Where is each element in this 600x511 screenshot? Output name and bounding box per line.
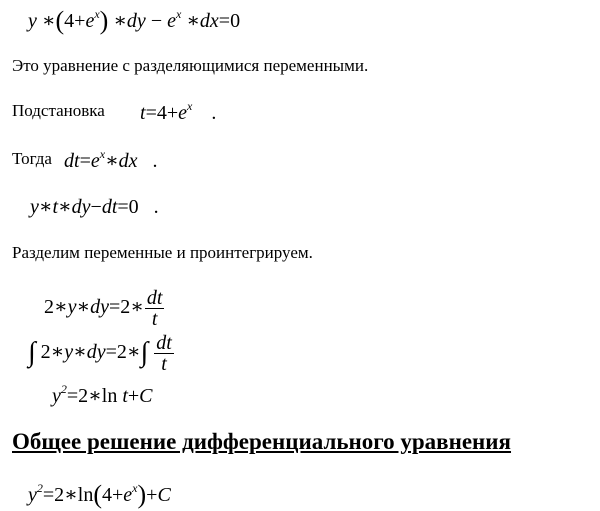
- fraction-dt-t: $\frac{dt}{t}$: [146, 287, 163, 330]
- then-label: Тогда: [12, 149, 52, 168]
- separable-statement: Это уравнение с разделяющимися переменными.: [12, 56, 369, 75]
- integrated-equation: ∫ 2∗y∗dy=2∗∫ $\frac{dt}{t}$: [28, 332, 172, 375]
- general-solution-formula: $y^2=2∗\ln(4+e^x)+C$: [28, 480, 171, 509]
- integration-result: $y^2=2∗\ln$ t+C: [52, 382, 153, 407]
- substitution-label: Подстановка: [12, 101, 105, 120]
- integral-sign: ∫: [140, 337, 149, 369]
- differential-formula: $dt=e^x∗dx$ .: [64, 147, 158, 172]
- fraction-dt-t: $\frac{dt}{t}$: [156, 332, 172, 375]
- separated-equation: 2∗y∗dy=2∗ $\frac{dt}{t}$: [44, 287, 163, 330]
- substitution-formula: $t=4+e^x$ .: [140, 99, 217, 124]
- substituted-equation: y∗t∗dy−dt=0 .: [30, 196, 159, 218]
- separate-and-integrate: Разделим переменные и проинтегрируем.: [12, 243, 313, 262]
- general-solution-heading: Общее решение дифференциального уравнения: [12, 429, 512, 454]
- integral-sign: ∫: [28, 337, 36, 369]
- equation-original: y $∗(4+e^x)$ ∗dy − $e^x$ ∗dx=0: [28, 6, 241, 35]
